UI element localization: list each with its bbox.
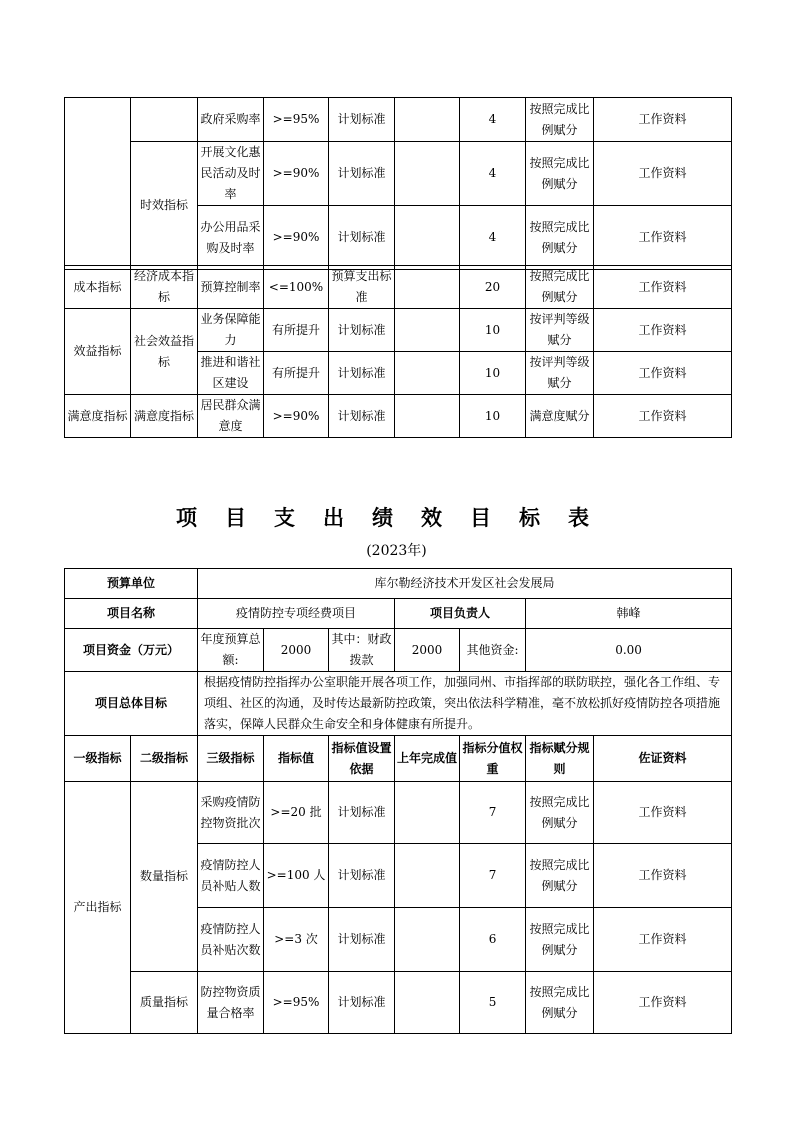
header-value: 指标值	[264, 736, 329, 782]
prev-cell	[395, 782, 460, 844]
fiscal-value: 2000	[395, 629, 460, 672]
goal-value: 根据疫情防控指挥办公室职能开展各项工作，加强同州、市指挥部的联防联控，强化各工作组、专项组、社区的沟通，及时传达最新防控政策，突出依法科学精准，毫不放松抓好疫情防控各项措施落实，保障人民群众生命安全和身体健康有所提升。	[198, 672, 732, 736]
value-cell: >=100 人	[264, 844, 329, 908]
header-l3: 三级指标	[198, 736, 264, 782]
header-basis: 指标值设置依据	[329, 736, 395, 782]
unit-label: 预算单位	[65, 569, 198, 599]
prev-cell	[395, 98, 460, 142]
l2-cell: 数量指标	[131, 782, 198, 972]
annual-budget-value: 2000	[264, 629, 329, 672]
prev-cell	[395, 206, 460, 270]
rule-cell: 按照完成比例赋分	[526, 142, 594, 206]
fiscal-label: 其中：财政拨款	[329, 629, 395, 672]
evidence-cell: 工作资料	[594, 266, 732, 309]
evidence-cell: 工作资料	[594, 782, 732, 844]
weight-cell: 10	[460, 395, 526, 438]
goal-label: 项目总体目标	[65, 672, 198, 736]
value-cell: >=95%	[264, 972, 329, 1034]
value-cell: >=90%	[264, 395, 329, 438]
l2-cell: 满意度指标	[131, 395, 198, 438]
basis-cell: 计划标准	[329, 908, 395, 972]
evidence-cell: 工作资料	[594, 142, 732, 206]
l3-cell: 防控物资质量合格率	[198, 972, 264, 1034]
header-rule: 指标赋分规则	[526, 736, 594, 782]
weight-cell: 5	[460, 972, 526, 1034]
header-l1: 一级指标	[65, 736, 131, 782]
rule-cell: 按照完成比例赋分	[526, 206, 594, 270]
l2-cell: 时效指标	[131, 142, 198, 270]
header-weight: 指标分值权重	[460, 736, 526, 782]
evidence-cell: 工作资料	[594, 98, 732, 142]
l2-cell: 社会效益指标	[131, 309, 198, 395]
l1-cell: 产出指标	[65, 782, 131, 1034]
weight-cell: 4	[460, 206, 526, 270]
value-cell: >=90%	[264, 142, 329, 206]
weight-cell: 10	[460, 309, 526, 352]
l3-cell: 采购疫情防控物资批次	[198, 782, 264, 844]
other-fund-value: 0.00	[526, 629, 732, 672]
basis-cell: 计划标准	[329, 352, 395, 395]
weight-cell: 20	[460, 266, 526, 309]
basis-cell: 计划标准	[329, 395, 395, 438]
header-evidence: 佐证资料	[594, 736, 732, 782]
prev-cell	[395, 844, 460, 908]
table-row	[65, 972, 732, 1034]
page-title: 项目支出绩效目标表	[176, 506, 617, 530]
l3-cell: 政府采购率	[198, 98, 264, 142]
l2-cell: 质量指标	[131, 972, 198, 1034]
l1-cell: 效益指标	[65, 309, 131, 395]
l3-cell: 疫情防控人员补贴人数	[198, 844, 264, 908]
table-row	[65, 599, 732, 629]
prev-cell	[395, 309, 460, 352]
basis-cell: 计划标准	[329, 142, 395, 206]
value-cell: >=20 批	[264, 782, 329, 844]
performance-goal-table	[64, 568, 732, 1034]
owner-value: 韩峰	[526, 599, 732, 629]
rule-cell: 按照完成比例赋分	[526, 972, 594, 1034]
value-cell: >=3 次	[264, 908, 329, 972]
rule-cell: 按照完成比例赋分	[526, 844, 594, 908]
table-row	[65, 629, 732, 672]
evidence-cell: 工作资料	[594, 309, 732, 352]
basis-cell: 计划标准	[329, 844, 395, 908]
evidence-cell: 工作资料	[594, 908, 732, 972]
weight-cell: 6	[460, 908, 526, 972]
l3-cell: 业务保障能力	[198, 309, 264, 352]
header-l2: 二级指标	[131, 736, 198, 782]
table-row	[65, 309, 732, 352]
rule-cell: 按评判等级赋分	[526, 309, 594, 352]
basis-cell: 计划标准	[329, 782, 395, 844]
table-row	[65, 98, 732, 142]
continued-indicator-table	[64, 97, 732, 270]
weight-cell: 10	[460, 352, 526, 395]
table-row	[65, 266, 732, 309]
project-name-value: 疫情防控专项经费项目	[198, 599, 395, 629]
rule-cell: 按照完成比例赋分	[526, 98, 594, 142]
evidence-cell: 工作资料	[594, 395, 732, 438]
l3-cell: 推进和谐社区建设	[198, 352, 264, 395]
prev-cell	[395, 972, 460, 1034]
weight-cell: 7	[460, 782, 526, 844]
table-row	[65, 569, 732, 599]
basis-cell: 计划标准	[329, 206, 395, 270]
owner-label: 项目负责人	[395, 599, 526, 629]
l1-cell: 满意度指标	[65, 395, 131, 438]
prev-cell	[395, 395, 460, 438]
evidence-cell: 工作资料	[594, 972, 732, 1034]
value-cell: >=95%	[264, 98, 329, 142]
rule-cell: 按照完成比例赋分	[526, 782, 594, 844]
basis-cell: 计划标准	[329, 309, 395, 352]
basis-cell: 计划标准	[329, 972, 395, 1034]
rule-cell: 按照完成比例赋分	[526, 908, 594, 972]
l3-cell: 居民群众满意度	[198, 395, 264, 438]
l3-cell: 开展文化惠民活动及时率	[198, 142, 264, 206]
l1-cell-empty	[65, 98, 131, 270]
weight-cell: 7	[460, 844, 526, 908]
value-cell: <=100%	[264, 266, 329, 309]
table-row	[65, 395, 732, 438]
rule-cell: 按照完成比例赋分	[526, 266, 594, 309]
evidence-cell: 工作资料	[594, 206, 732, 270]
weight-cell: 4	[460, 142, 526, 206]
table-row	[65, 142, 732, 206]
other-fund-label: 其他资金:	[460, 629, 526, 672]
rule-cell: 按评判等级赋分	[526, 352, 594, 395]
l3-cell: 预算控制率	[198, 266, 264, 309]
unit-value: 库尔勒经济技术开发区社会发展局	[198, 569, 732, 599]
prev-cell	[395, 908, 460, 972]
fund-label: 项目资金（万元）	[65, 629, 198, 672]
cost-benefit-table	[64, 265, 732, 438]
evidence-cell: 工作资料	[594, 352, 732, 395]
prev-cell	[395, 266, 460, 309]
prev-cell	[395, 352, 460, 395]
value-cell: 有所提升	[264, 352, 329, 395]
header-prev: 上年完成值	[395, 736, 460, 782]
l3-cell: 疫情防控人员补贴次数	[198, 908, 264, 972]
prev-cell	[395, 142, 460, 206]
rule-cell: 满意度赋分	[526, 395, 594, 438]
table-row	[65, 672, 732, 736]
l3-cell: 办公用品采购及时率	[198, 206, 264, 270]
value-cell: 有所提升	[264, 309, 329, 352]
table-row	[65, 782, 732, 844]
l1-cell: 成本指标	[65, 266, 131, 309]
evidence-cell: 工作资料	[594, 844, 732, 908]
table-header-row	[65, 736, 732, 782]
year-subtitle: (2023年)	[366, 543, 427, 559]
annual-budget-label: 年度预算总额:	[198, 629, 264, 672]
weight-cell: 4	[460, 98, 526, 142]
project-name-label: 项目名称	[65, 599, 198, 629]
basis-cell: 计划标准	[329, 98, 395, 142]
value-cell: >=90%	[264, 206, 329, 270]
l2-cell: 经济成本指标	[131, 266, 198, 309]
l2-cell-empty	[131, 98, 198, 142]
basis-cell: 预算支出标准	[329, 266, 395, 309]
